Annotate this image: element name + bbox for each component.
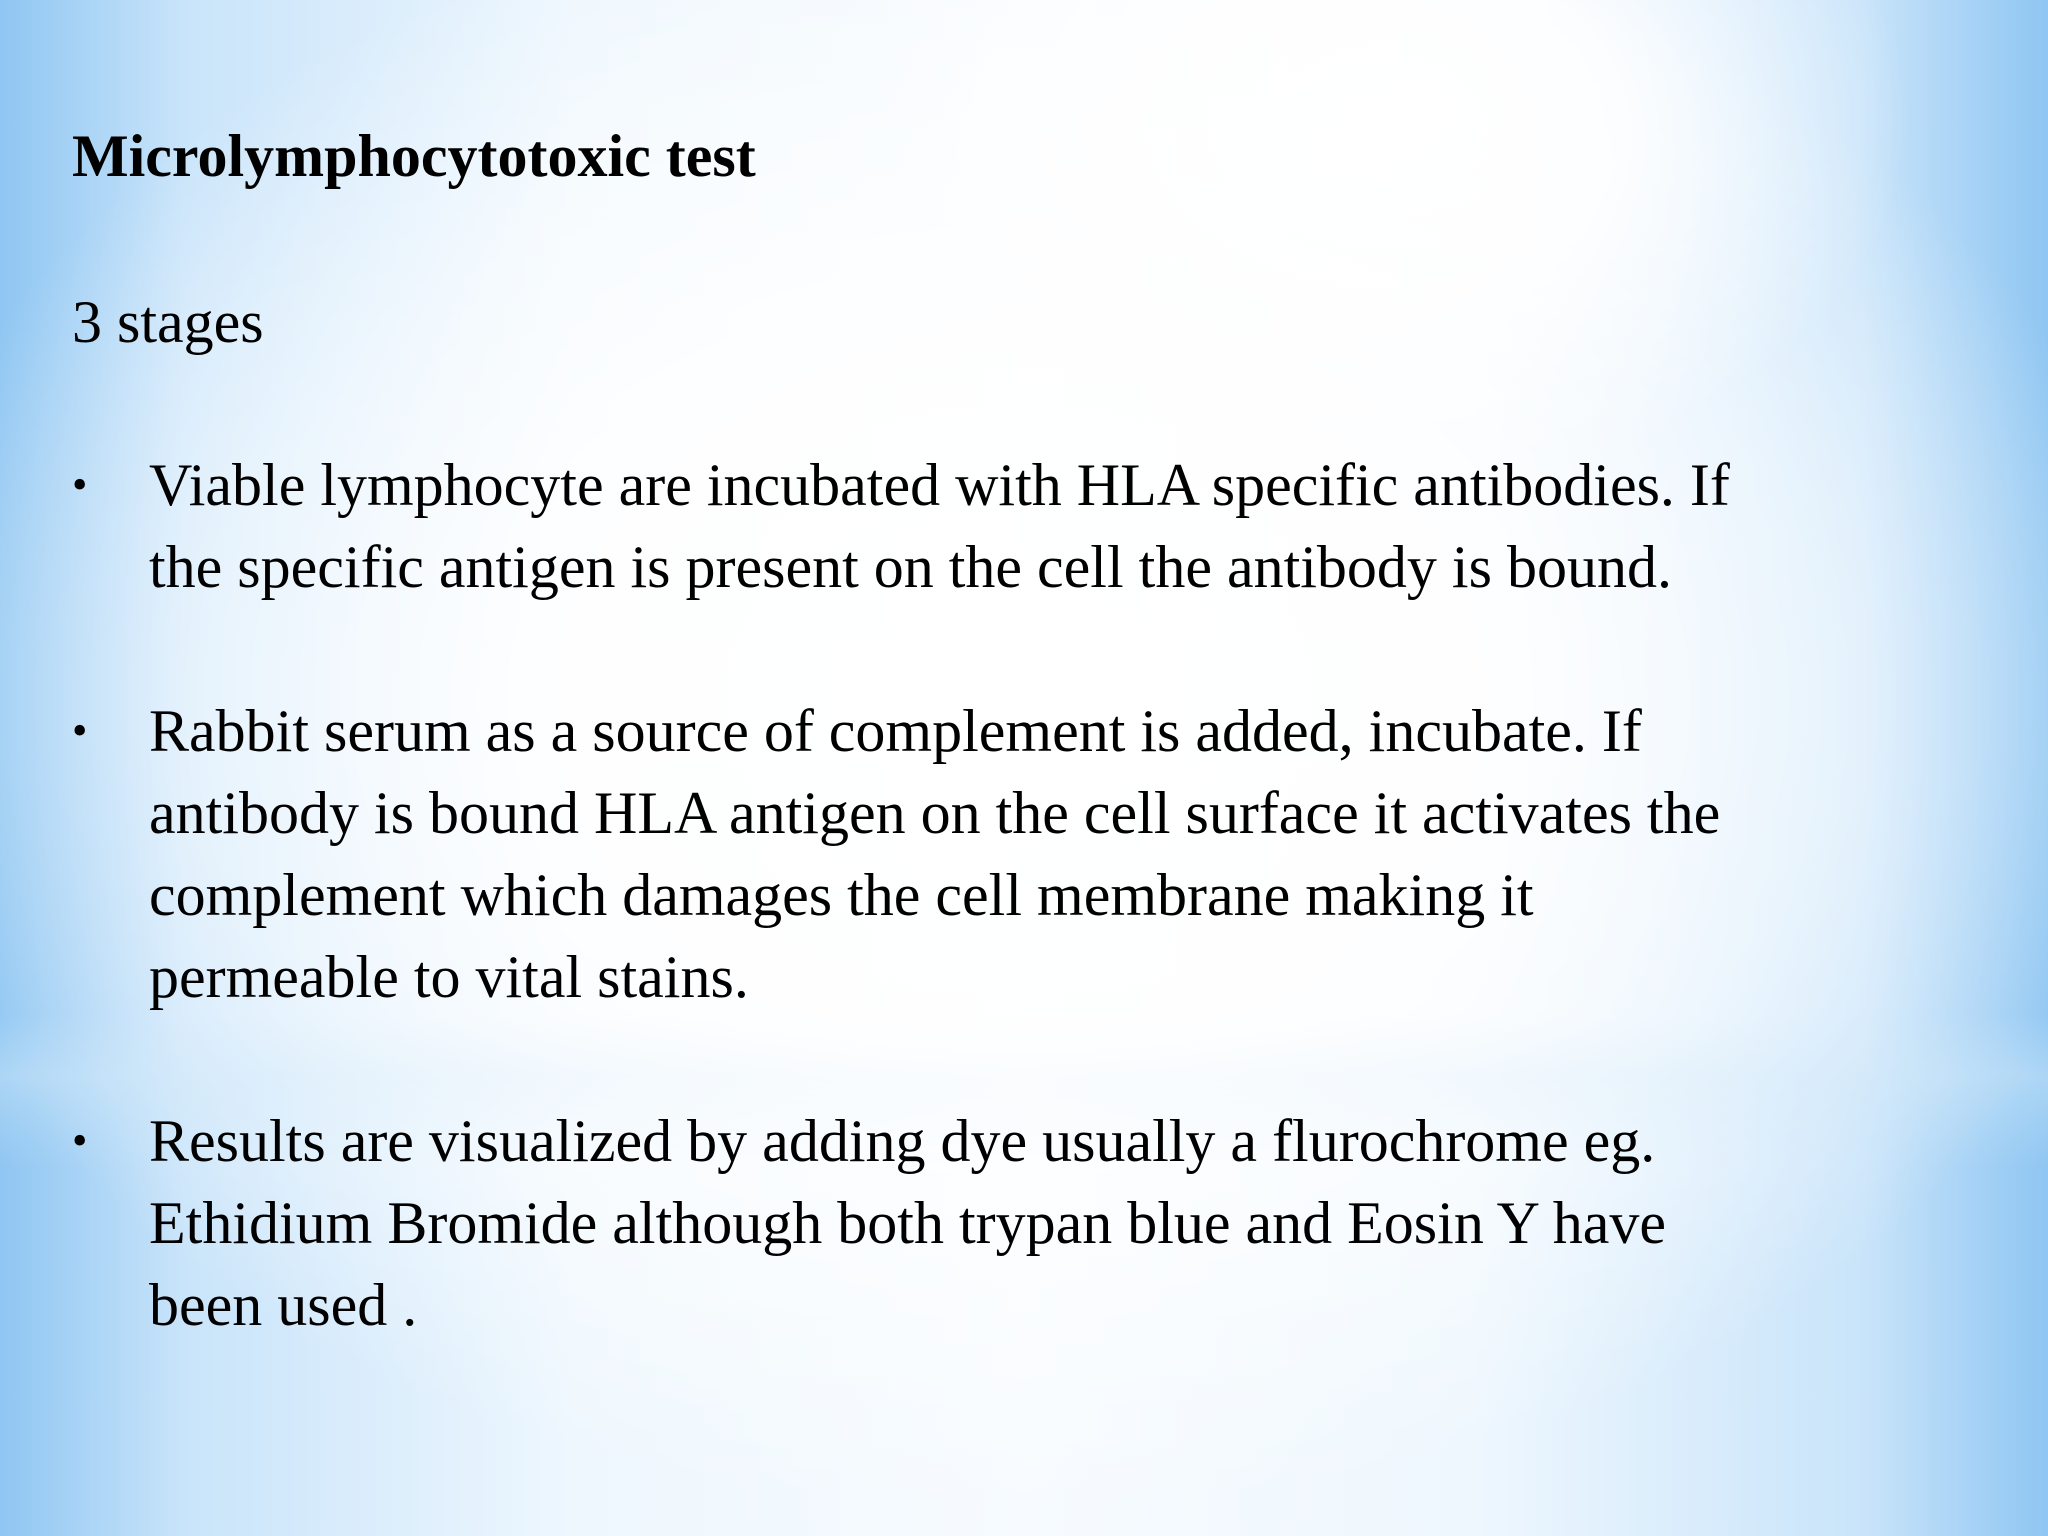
bullet-icon: • <box>72 706 88 755</box>
bullet-item <box>72 1100 1992 1346</box>
bullet-item <box>72 444 1992 608</box>
slide-subtitle: 3 stages <box>72 289 264 355</box>
bullet-icon: • <box>72 1116 88 1165</box>
bullet-icon: • <box>72 460 88 509</box>
bullet-text: Results are visualized by adding dye usually a flurochrome eg. Ethidium Bromide although both trypan blue and Eosin Y have been used . <box>149 1108 1666 1338</box>
slide-title: Microlymphocytotoxic test <box>72 123 756 189</box>
bullet-text: Rabbit serum as a source of complement is added, incubate. If antibody is bound HLA antigen on the cell surface it activates the complement which damages the cell membrane making it permeable to vital stains. <box>149 698 1721 1010</box>
bullet-item <box>72 690 1992 1018</box>
bullet-text: Viable lymphocyte are incubated with HLA specific antibodies. If the specific antigen is present on the cell the antibody is bound. <box>149 452 1730 600</box>
